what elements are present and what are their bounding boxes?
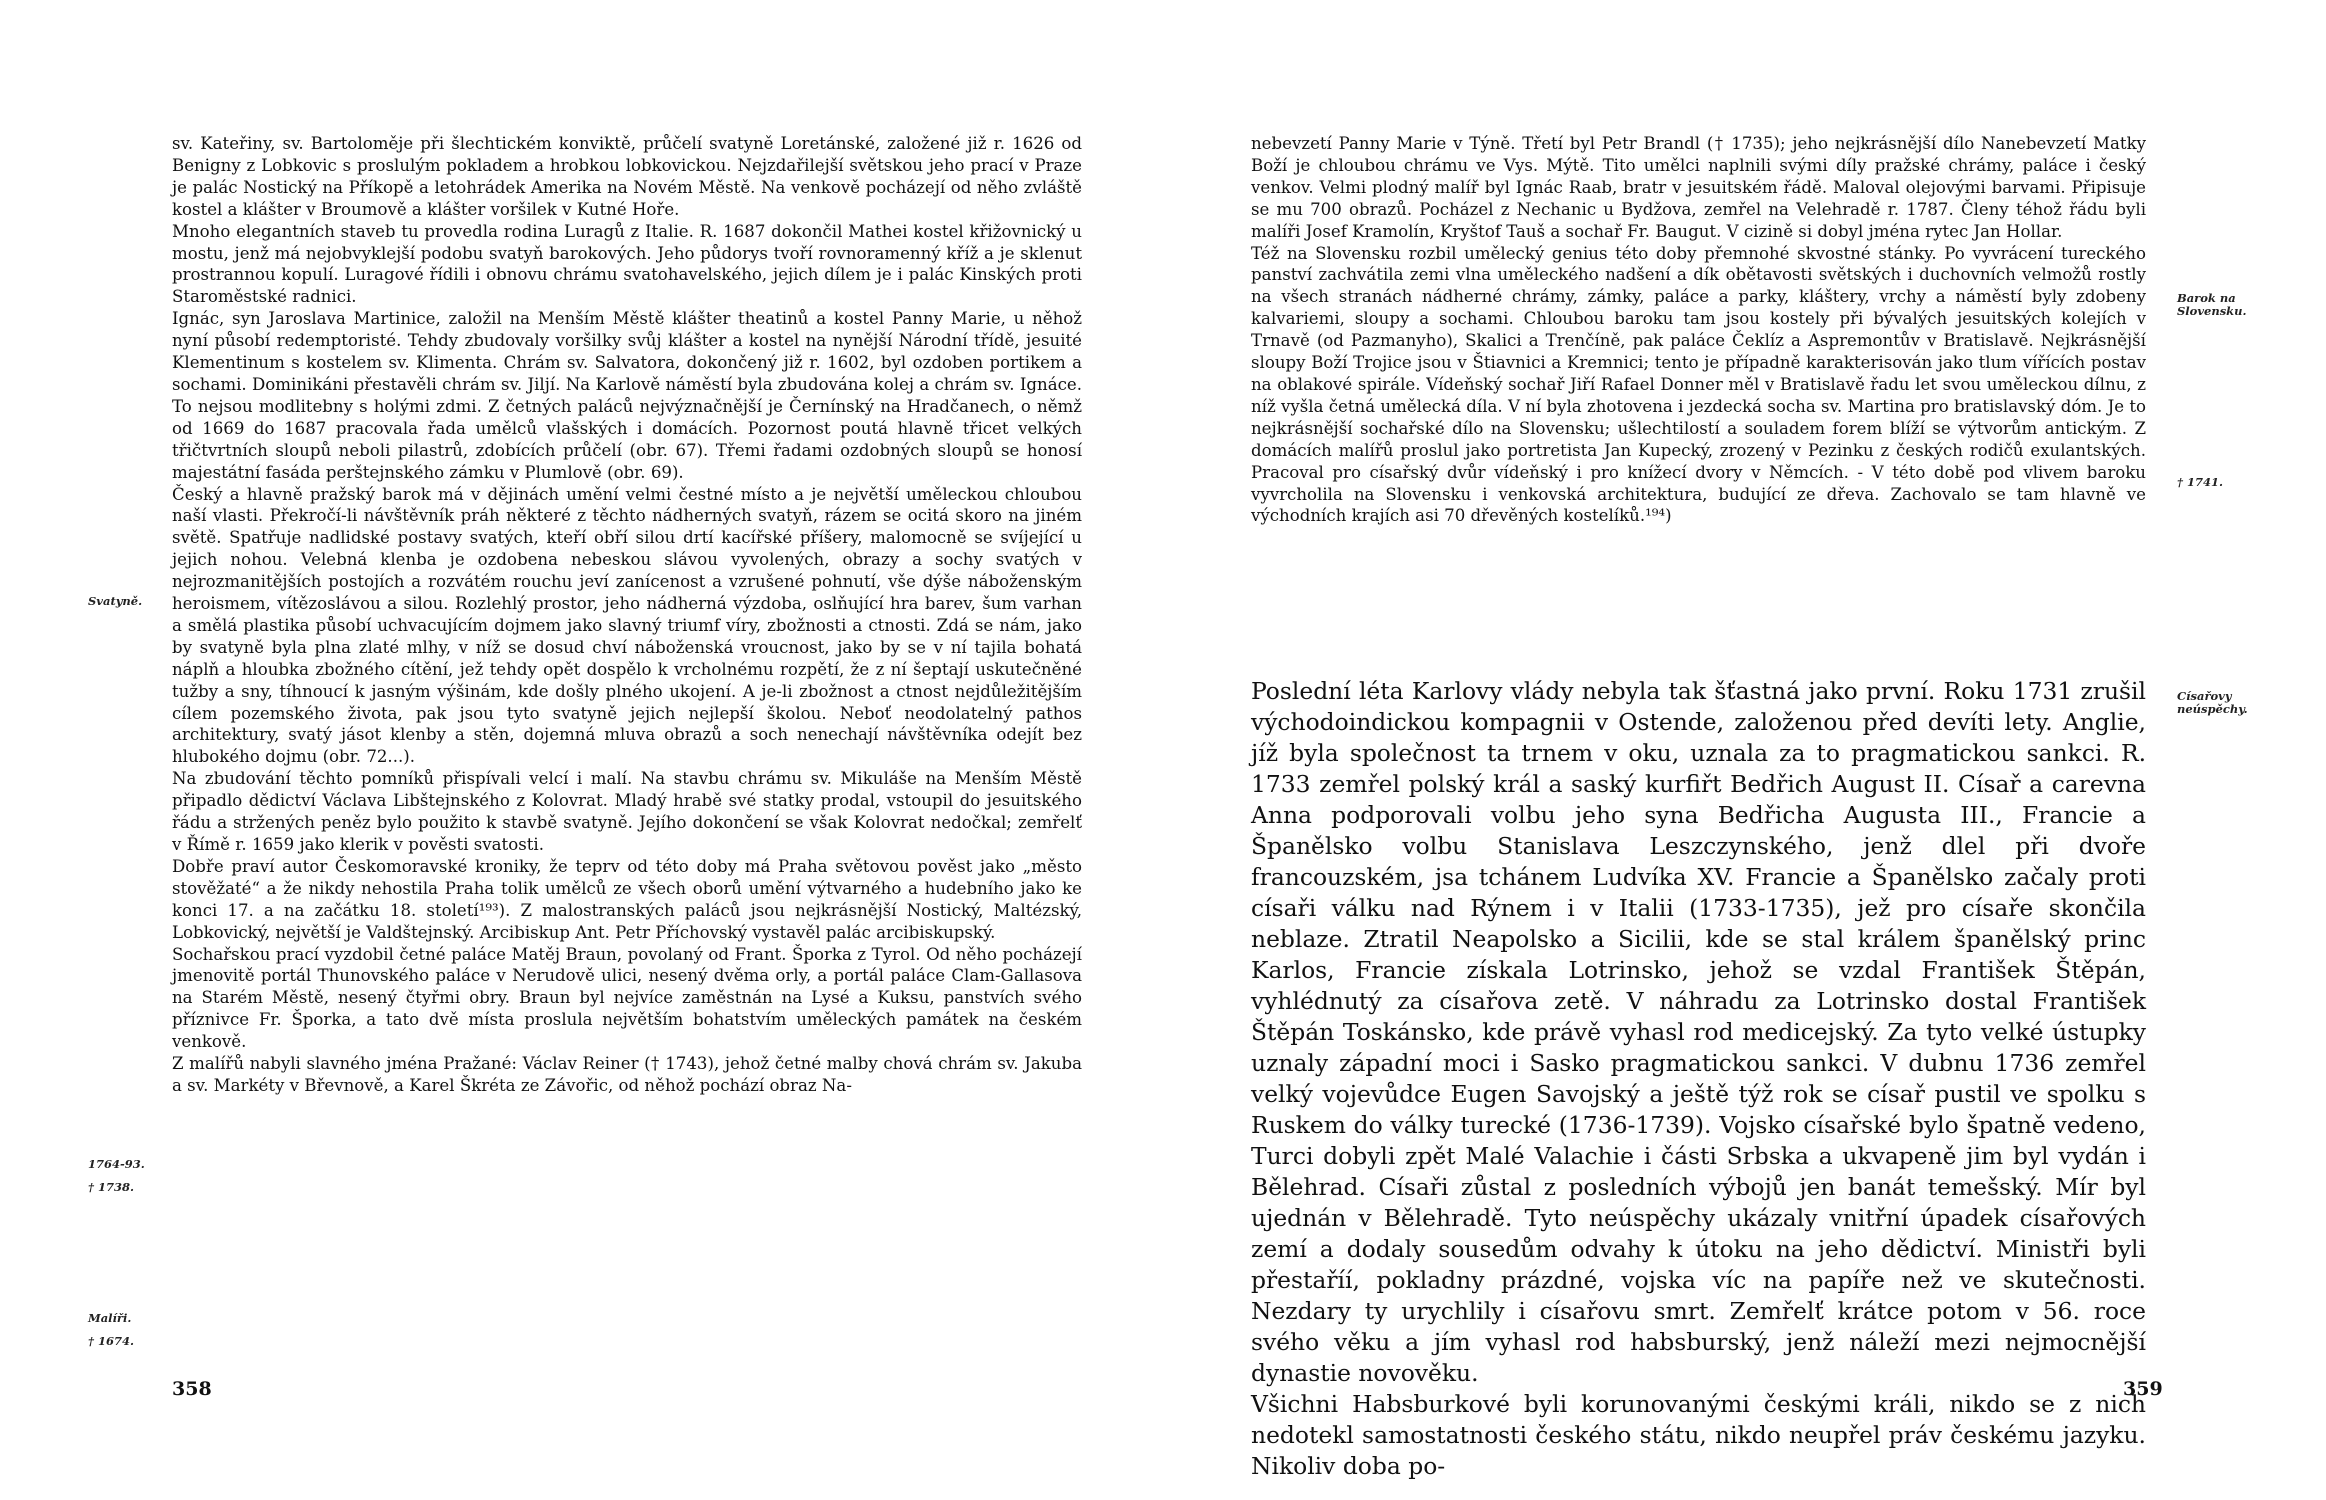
margin-note: 1764-93. — [88, 1157, 145, 1171]
margin-note: Císařovy neúspěchy. — [2177, 689, 2248, 716]
margin-note: Svatyně. — [88, 594, 143, 608]
margin-note: Malíři. — [88, 1311, 132, 1325]
margin-note: † 1738. — [88, 1180, 135, 1194]
page-number: 358 — [172, 1378, 212, 1400]
page-number: 359 — [2123, 1378, 2163, 1400]
paragraph: Poslední léta Karlovy vlády nebyla tak šťastná jako první. Roku 1731 zrušil východoindickou kompagnii v Ostende, založenou před devíti lety. Anglie, jíž byla společnost ta trnem v oku, uznala za to pragmatickou sankci. R. 1733 zemřel polský král a saský kurfiřt Bedřich August II. Císař a carevna Anna podporovali volbu jeho syna Bedřicha Augusta III., Francie a Španělsko volbu Stanislava Leszczynského, jenž dlel při dvoře francouzském, jsa tchánem Ludvíka XV. Francie a Španělsko začaly proti císaři válku nad Rýnem i v Italii (1733-1735), jež pro císaře skončila neblaze. Ztratil Neapolsko a Sicilii, kde se stal králem španělský princ Karlos, Francie získala Lotrinsko, jehož se vzdal František Štěpán, vyhlédnutý za císařova zetě. V náhradu za Lotrinsko dostal František Štěpán Toskánsko, kde právě vyhasl rod medicejský. Za tyto velké ústupky uznaly západní moci i Sasko pragmatickou sankci. V dubnu 1736 zemřel velký vojevůdce Eugen Savojský a ještě týž rok se císař pustil ve spolku s Ruskem do války turecké (1736-1739). Vojsko císařské bylo špatně vedeno, Turci dobyli zpět Malé Valachie i části Srbska a ukvapeně jim byl vydán i Bělehrad. Císaři zůstal z posledních výbojů jen banát temešský. Mír byl ujednán v Bělehradě. Tyto neúspěchy ukázaly vnitřní úpadek císařových zemí a dodaly sousedům odvahy k útoku na jeho dědictví. Ministři byli přestaříí, pokladny prázdné, vojska víc na papíře než ve skutečnosti. Nezdary ty urychlily i císařovu smrt. Zemřelť krátce potom v 56. roce svého věku a jím vyhasl rod habsburský, jenž náleží mezi nejmocnější dynastie novověku. — [1251, 677, 2146, 1387]
paragraph: Na zbudování těchto pomníků přispívali velcí i malí. Na stavbu chrámu sv. Mikuláše na Menším Městě připadlo dědictví Václava Libštejnského z Kolovrat. Mladý hrabě své statky prodal, vstoupil do jesuitského řádu a stržených peněz bylo použito k stavbě svatyně. Jejího dokončení se však Kolovrat nedočkal; zemřelť v Římě r. 1659 jako klerik v pověsti svatosti. — [172, 769, 1082, 854]
paragraph: Z malířů nabyli slavného jména Pražané: Václav Reiner († 1743), jehož četné malby chová chrám sv. Jakuba a sv. Markéty v Břevnově, a Karel Škréta ze Závořic, od něhož pochází obraz Na- — [172, 1054, 1082, 1095]
margin-note: † 1741. — [2177, 475, 2224, 489]
paragraph: Dobře praví autor Českomoravské kroniky, že teprv od této doby má Praha světovou pověst jako „město stověžaté“ a že nikdy nehostila Praha tolik umělců ze všech oborů umění výtvarného a hudebního jako ke konci 17. a na začátku 18. století¹⁹³). Z malostranských paláců jsou nejkrásnější Nostický, Maltézský, Lobkovický, největší je Valdštejnský. Arcibiskup Ant. Petr Příchovský vystavěl palác arcibiskupský. — [172, 856, 1082, 942]
right-page — [1163, 0, 2326, 1500]
paragraph: nebevzetí Panny Marie v Týně. Třetí byl Petr Brandl († 1735); jeho nejkrásnější dílo Nanebevzetí Matky Boží je chloubou chrámu ve Vys. Mýtě. Tito umělci naplnili svými díly pražské chrámy, paláce i český venkov. Velmi plodný malíř byl Ignác Raab, bratr v jesuitském řádě. Maloval olejovými barvami. Připisuje se mu 700 obrazů. Pocházel z Nechanic u Bydžova, zemřel na Velehradě r. 1787. Členy téhož řádu byli malíři Josef Kramolín, Kryštof Tauš a sochař Fr. Baugut. V cizině si dobyl jména rytec Jan Hollar. — [1251, 134, 2146, 241]
margin-note: Barok na Slovensku. — [2177, 291, 2247, 318]
left-page-text-column — [172, 133, 1082, 1097]
paragraph: Též na Slovensku rozbil umělecký genius této doby přemnohé skvostné stánky. Po vyvrácení tureckého panství zachvátila zemi vlna uměleckého nadšení a dík obětavosti světských i duchovních velmožů rostly na všech stranách nádherné chrámy, zámky, paláce a parky, kláštery, vrchy a náměstí byly zdobeny kalvariemi, sloupy a sochami. Chloubou baroku tam jsou kostely při bývalých jesuitských kolejích v Trnavě (od Pazmanyho), Skalici a Trenčíně, pak paláce Čeklíz a Aspremontův v Bratislavě. Nejkrásnější sloupy Boží Trojice jsou v Štiavnici a Kremnici; tento je případně karakterisován jako tlum vířících postav na oblakové spirále. Vídeňský sochař Jiří Rafael Donner měl v Bratislavě řadu let svou uměleckou dílnu, z níž vyšla četná umělecká díla. V ní byla zhotovena i jezdecká socha sv. Martina pro bratislavský dóm. Je to nejkrásnější sochařské dílo na Slovensku; ušlechtilostí a souladem forem blíží se výtvorům antickým. Z domácích malířů proslul jako portretista Jan Kupecký, zrozený v Pezinku z českých rodičů exulantských. Pracoval pro císařský dvůr vídeňský i pro knížecí dvory v Němcích. - V této době pod vlivem baroku vyvrcholila na Slovensku i venkovská architektura, budující ze dřeva. Zachovalo se tam hlavně ve východních krajích asi 70 dřevěných kostelíků.¹⁹⁴) — [1251, 243, 2146, 526]
paragraph: Sochařskou prací vyzdobil četné paláce Matěj Braun, povolaný od Frant. Šporka z Tyrol. Od něho pocházejí jmenovitě portál Thunovského paláce v Nerudově ulici, nesený dvěma orly, a portál paláce Clam-Gallasova na Starém Městě, nesený čtyřmi obry. Braun byl nejvíce zaměstnán na Lysé a Kuksu, panstvích svého příznivce Fr. Šporka, a tato dvě místa proslula největším bohatstvím uměleckých památek na českém venkově. — [172, 944, 1082, 1052]
paragraph: sv. Kateřiny, sv. Bartoloměje při šlechtickém konviktě, průčelí svatyně Loretánské, založené již r. 1626 od Benigny z Lobkovic s proslulým pokladem a hrobkou lobkovickou. Nejzdařilejší světskou jeho prací v Praze je palác Nostický na Příkopě a letohrádek Amerika na Novém Městě. Na venkově pocházejí od něho zvláště kostel a klášter v Broumově a klášter voršilek v Kutné Hoře. — [172, 134, 1082, 219]
right-page-top-text — [1251, 133, 2146, 527]
margin-note: † 1674. — [88, 1334, 135, 1348]
right-page-bottom-text — [1251, 676, 2146, 1482]
paragraph: Mnoho elegantních staveb tu provedla rodina Luragů z Italie. R. 1687 dokončil Mathei kostel křižovnický u mostu, jenž má nejobvyklejší podobu svatyň barokových. Jeho půdorys tvoří rovnoramenný kříž a je sklenut prostrannou kopulí. Luragové řídili i obnovu chrámu svatohavelského, jejich dílem je i palác Kinských proti Staroměstské radnici. — [172, 221, 1082, 307]
paragraph: Český a hlavně pražský barok má v dějinách umění velmi čestné místo a je největší uměleckou chloubou naší vlasti. Překročí-li návštěvník práh některé z těchto nádherných svatyň, rázem se ocitá skoro na jiném světě. Spatřuje nadlidské postavy svatých, kteří obří silou drtí kacířské příšery, malomocně se svíjející u jejich nohou. Velebná klenba je ozdobena nebeskou slávou vyvolených, obrazy a sochy svatých v nejrozmanitějších postojích a rozvátém rouchu jeví zanícenost a vzrušené pohnutí, vše dýše náboženským heroismem, vítězoslávou a silou. Rozlehlý prostor, jeho nádherná výzdoba, oslňující hra barev, šum varhan a smělá plastika působí uchvacujícím dojmem jako slavný triumf víry, zbožnosti a ctnosti. Zdá se nám, jako by svatyně byla plna zlaté mlhy, v níž se dosud chví náboženská vroucnost, jako by se v ní tajila bohatá náplň a hloubka zbožného cítění, jež tehdy opět dospělo k vrcholnému rozpětí, že z ní šeptají uskutečněné tužby a sny, tíhnoucí k jasným výšinám, kde došly plného ukojení. A je-li zbožnost a ctnost nejdůležitějším cílem pozemského života, pak jsou tyto svatyně jejich nejlepší školou. Neboť neodolatelný pathos architektury, svatý jásot klenby a stěn, dojemná mluva obrazů a soch nenechají návštěvníka odejít bez hlubokého dojmu (obr. 72...). — [172, 484, 1082, 767]
paragraph: Všichni Habsburkové byli korunovanými českými králi, nikdo se z nich nedotekl samostatnosti českého státu, nikdo neupřel práv českému jazyku. Nikoliv doba po- — [1251, 1390, 2146, 1480]
paragraph: Ignác, syn Jaroslava Martinice, založil na Menším Městě klášter theatinů a kostel Panny Marie, u něhož nyní působí redemptoristé. Tehdy zbudovaly voršilky svůj klášter a kostel na nynější Národní třídě, jesuité Klementinum s kostelem sv. Klimenta. Chrám sv. Salvatora, dokončený již r. 1602, byl ozdoben portikem a sochami. Dominikáni přestavěli chrám sv. Jiljí. Na Karlově náměstí byla zbudována kolej a chrám sv. Ignáce. To nejsou modlitebny s holými zdmi. Z četných paláců nejvýznačnější je Černínský na Hradčanech, o němž od 1669 do 1687 pracovala řada umělců vlašských i domácích. Pozornost poutá hlavně třicet velkých třičtvrtních sloupů neboli pilastrů, zdobících průčelí (obr. 67). Třemi řadami ozdobných sloupů se honosí majestátní fasáda perštejnského zámku v Plumlově (obr. 69). — [172, 309, 1082, 482]
